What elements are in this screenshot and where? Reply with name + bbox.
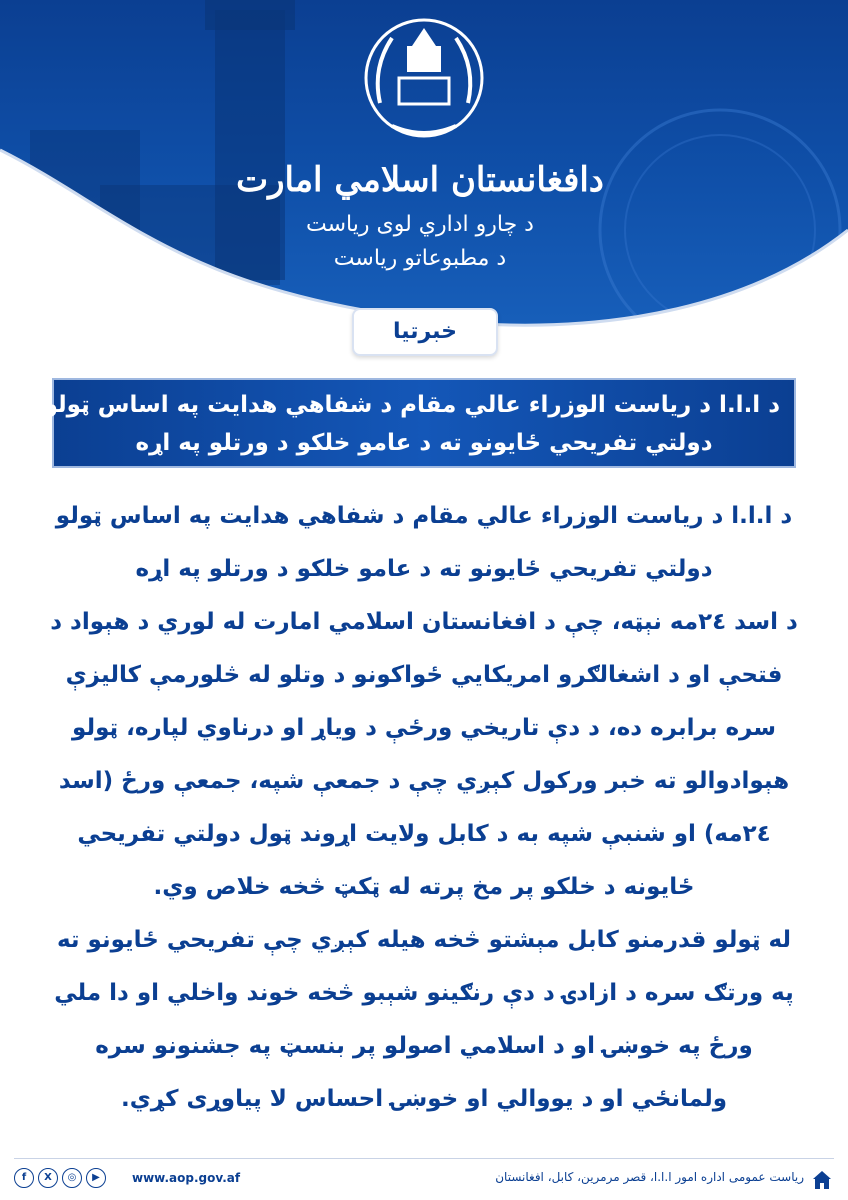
emirate-emblem-icon	[352, 8, 497, 153]
body-line: دولتي تفريحي ځايونو ته د عامو خلکو د ورتلو په اړه	[135, 556, 713, 582]
headline-line-2: دولتي تفريحي ځايونو ته د عامو خلکو د ورتلو په اړه	[135, 430, 713, 456]
body-line: د ا.ا.ا د ریاست الوزراء عالي مقام د شفاهي هدايت په اساس ټولو	[55, 503, 793, 529]
body-text	[40, 490, 808, 1126]
body-line: ۲٤مه) او شنبې شپه به د کابل ولايت اړوند ټول دولتي تفريحي	[77, 821, 771, 847]
body-line: د اسد ۲٤مه نېټه، چې د افغانستان اسلامي امارت له لوري د هېواد د	[50, 609, 798, 635]
press-subtitle: د مطبوعاتو ریاست	[333, 246, 507, 271]
x-twitter-icon[interactable]: X	[38, 1168, 58, 1188]
body-line: له ټولو قدرمنو کابل مېشتو څخه هيله کېږي چې تفريحي ځايونو ته	[56, 927, 792, 953]
emirate-title: دافغانستان اسلامي امارت	[236, 160, 604, 200]
youtube-icon[interactable]: ▶	[86, 1168, 106, 1188]
body-line: هېوادوالو ته خبر ورکول کېږي چې د جمعې شپه، جمعې ورځ (اسد	[58, 768, 790, 794]
facebook-icon[interactable]: f	[14, 1168, 34, 1188]
footer-divider	[14, 1158, 834, 1159]
body-line: سره برابره ده، د دې تاريخي ورځې د وياړ او درناوي لپاره، ټولو	[72, 715, 776, 741]
body-line: ځايونه د خلکو پر مخ پرته له ټکټ څخه خلاص وي.	[153, 874, 695, 900]
body-line: ولمانځي او د يووالي او خوښۍ احساس لا پياوړی کړي.	[120, 1086, 728, 1112]
social-links	[14, 1168, 106, 1192]
website-link[interactable]: www.aop.gov.af	[132, 1171, 241, 1185]
body-line: ورځ په خوښۍ او د اسلامي اصولو پر بنسټ په جشنونو سره	[95, 1033, 753, 1059]
announcement-badge: خبرتیا	[352, 308, 498, 356]
administration-subtitle: د چارو اداري لوی ریاست	[306, 212, 534, 237]
home-icon	[810, 1168, 834, 1192]
instagram-icon[interactable]: ◎	[62, 1168, 82, 1188]
body-line: فتحې او د اشغالګرو امريکايي ځواکونو د وتلو له څلورمې کاليزې	[65, 662, 783, 688]
footer-address: ریاست عمومی اداره امور ا.ا.ا، قصر مرمرین، کابل، افغانستان	[495, 1170, 804, 1184]
body-line: په ورتګ سره د ازادۍ د دې رنګينو شېبو څخه خوند واخلي او دا ملي	[54, 980, 794, 1006]
headline-box	[43, 378, 796, 468]
headline-line-1: د ا.ا.ا د ریاست الوزراء عالي مقام د شفاهي هدايت په اساس ټولو	[43, 392, 780, 418]
